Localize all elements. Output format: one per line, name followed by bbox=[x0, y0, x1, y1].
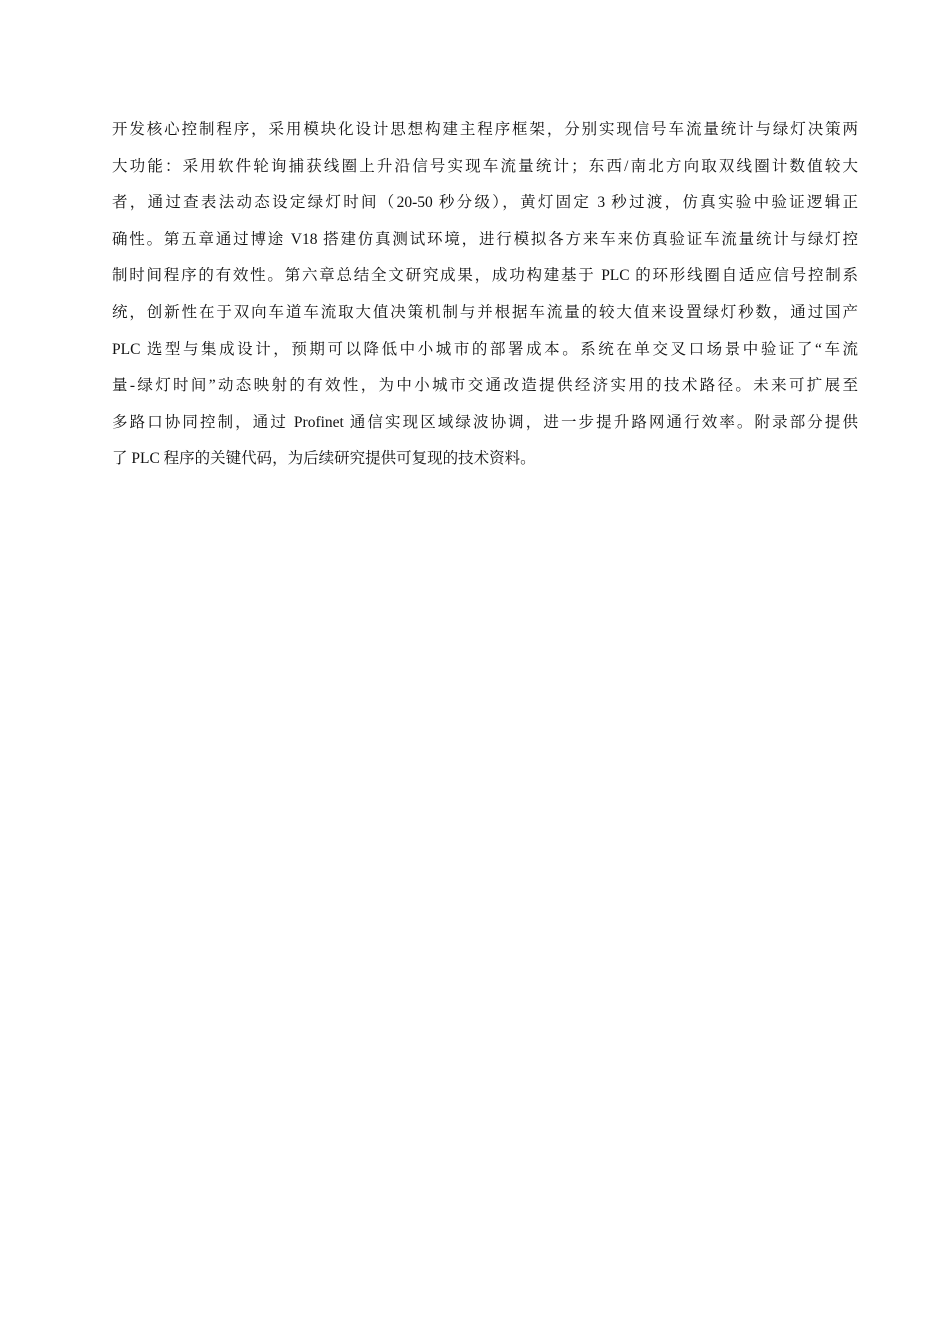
body-paragraph bbox=[112, 112, 858, 478]
paragraph-line-9: 多路口协同控制，通过 Profinet 通信实现区域绿波协调，进一步提升路网通行效率。附录部分提供 bbox=[112, 413, 858, 431]
paragraph-line-8: 量-绿灯时间”动态映射的有效性，为中小城市交通改造提供经济实用的技术路径。未来可扩展至 bbox=[112, 377, 858, 395]
paragraph-line-2: 大功能：采用软件轮询捕获线圈上升沿信号实现车流量统计；东西/南北方向取双线圈计数值较大 bbox=[112, 157, 858, 175]
paragraph-line-1: 开发核心控制程序，采用模块化设计思想构建主程序框架，分别实现信号车流量统计与绿灯决策两 bbox=[112, 121, 858, 138]
paragraph-line-3: 者，通过查表法动态设定绿灯时间（20-50 秒分级），黄灯固定 3 秒过渡，仿真实验中验证逻辑正 bbox=[112, 194, 858, 212]
paragraph-line-4: 确性。第五章通过博途 V18 搭建仿真测试环境，进行模拟各方来车来仿真验证车流量统计与绿灯控 bbox=[112, 230, 858, 248]
paragraph-line-10: 了 PLC 程序的关键代码，为后续研究提供可复现的技术资料。 bbox=[112, 450, 536, 468]
paragraph-line-6: 统，创新性在于双向车道车流取大值决策机制与并根据车流量的较大值来设置绿灯秒数，通过国产 bbox=[112, 303, 858, 321]
paragraph-line-7: PLC 选型与集成设计，预期可以降低中小城市的部署成本。系统在单交叉口场景中验证了“车流 bbox=[112, 340, 858, 358]
paragraph-line-5: 制时间程序的有效性。第六章总结全文研究成果，成功构建基于 PLC 的环形线圈自适应信号控制系 bbox=[112, 267, 858, 285]
